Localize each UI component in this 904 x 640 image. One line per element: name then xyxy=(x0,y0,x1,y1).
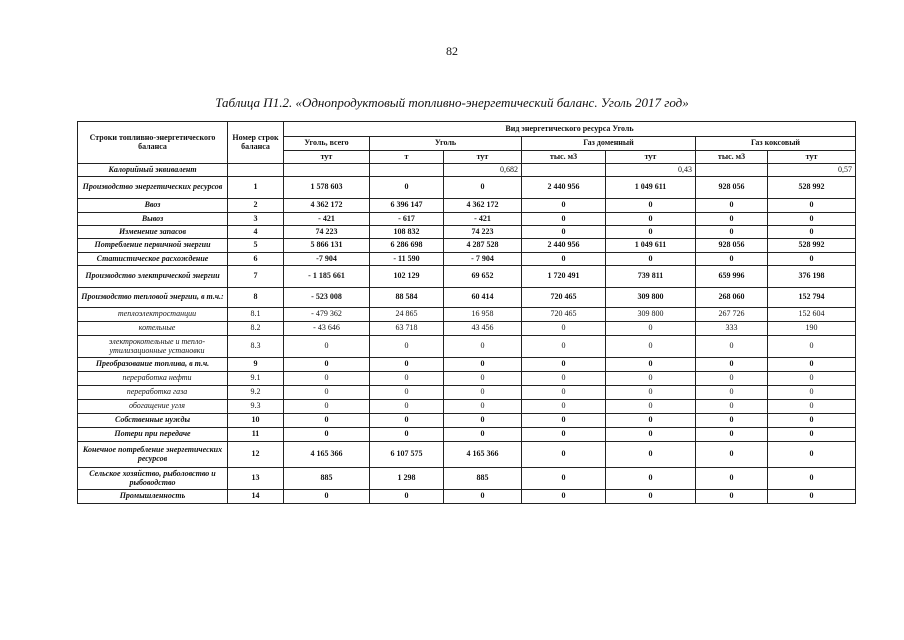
unit-header: тут xyxy=(284,151,370,164)
table-cell: 0 xyxy=(444,414,522,428)
row-number: 8.1 xyxy=(228,308,284,322)
table-cell: 0 xyxy=(370,490,444,504)
table-cell: 0 xyxy=(284,414,370,428)
table-cell: 1 049 611 xyxy=(606,239,696,253)
table-row xyxy=(78,177,856,199)
table-row xyxy=(78,386,856,400)
table-cell: 0 xyxy=(606,442,696,468)
table-cell: 0 xyxy=(284,428,370,442)
table-cell: 0 xyxy=(768,372,856,386)
table-cell xyxy=(370,164,444,177)
table-cell: - 421 xyxy=(284,213,370,226)
table-cell: 0 xyxy=(522,414,606,428)
table-cell: 4 165 366 xyxy=(444,442,522,468)
table-cell: 2 440 956 xyxy=(522,239,606,253)
table-cell: 0 xyxy=(606,199,696,213)
table-cell: 190 xyxy=(768,322,856,336)
table-cell: 74 223 xyxy=(444,226,522,239)
table-row xyxy=(78,322,856,336)
table-cell: 0 xyxy=(444,177,522,199)
table-row xyxy=(78,490,856,504)
table-cell: 0 xyxy=(522,490,606,504)
table-cell: 0 xyxy=(696,372,768,386)
row-label: обогащение угля xyxy=(78,400,228,414)
table-cell: - 479 362 xyxy=(284,308,370,322)
table-cell: 0 xyxy=(606,213,696,226)
table-cell: 0 xyxy=(370,386,444,400)
row-number: 9 xyxy=(228,358,284,372)
table-cell: 2 440 956 xyxy=(522,177,606,199)
row-label: Ввоз xyxy=(78,199,228,213)
table-cell: 0,57 xyxy=(768,164,856,177)
table-row xyxy=(78,442,856,468)
table-cell: 0 xyxy=(522,386,606,400)
table-cell xyxy=(696,164,768,177)
table-cell: 0 xyxy=(768,428,856,442)
table-row xyxy=(78,226,856,239)
table-cell: 88 584 xyxy=(370,288,444,308)
table-cell xyxy=(522,164,606,177)
table-cell: 720 465 xyxy=(522,308,606,322)
table-cell: 0 xyxy=(444,428,522,442)
table-cell: 0 xyxy=(370,414,444,428)
row-number: 8.3 xyxy=(228,336,284,358)
table-row xyxy=(78,428,856,442)
table-row xyxy=(78,414,856,428)
table-cell: 0 xyxy=(284,386,370,400)
table-cell: 60 414 xyxy=(444,288,522,308)
table-cell: 152 604 xyxy=(768,308,856,322)
table-cell: 0 xyxy=(768,386,856,400)
table-cell: 0 xyxy=(768,253,856,266)
table-cell: 0 xyxy=(522,213,606,226)
table-cell: 0 xyxy=(444,490,522,504)
table-cell: 0 xyxy=(768,490,856,504)
table-cell: 0 xyxy=(768,336,856,358)
table-row xyxy=(78,372,856,386)
table-cell: 0 xyxy=(768,358,856,372)
table-cell: - 523 008 xyxy=(284,288,370,308)
table-cell: 0 xyxy=(606,386,696,400)
table-cell: 43 456 xyxy=(444,322,522,336)
table-cell: 1 578 603 xyxy=(284,177,370,199)
row-number: 8.2 xyxy=(228,322,284,336)
table-cell: 0 xyxy=(444,386,522,400)
unit-header: т xyxy=(370,151,444,164)
row-label: Производство энергетических ресурсов xyxy=(78,177,228,199)
table-cell: 4 287 528 xyxy=(444,239,522,253)
row-number: 9.2 xyxy=(228,386,284,400)
table-cell: 4 165 366 xyxy=(284,442,370,468)
table-cell: 0 xyxy=(696,442,768,468)
table-cell: 0 xyxy=(370,428,444,442)
table-cell: 885 xyxy=(284,468,370,490)
row-label: Промышленность xyxy=(78,490,228,504)
page-number: 82 xyxy=(446,44,458,58)
table-cell: 0 xyxy=(606,372,696,386)
table-row xyxy=(78,266,856,288)
table-cell: 0 xyxy=(606,322,696,336)
table-cell: 0 xyxy=(284,336,370,358)
table-cell: - 1 185 661 xyxy=(284,266,370,288)
table-cell: 0 xyxy=(768,414,856,428)
table-cell: 0 xyxy=(370,336,444,358)
table-cell: 0 xyxy=(522,336,606,358)
header-row-label: Строки топливно-энергетического баланса xyxy=(78,122,228,164)
table-cell: 0 xyxy=(284,490,370,504)
table-cell: 928 056 xyxy=(696,177,768,199)
table-cell: 528 992 xyxy=(768,177,856,199)
table-cell: 0 xyxy=(606,468,696,490)
table-cell: 0 xyxy=(444,358,522,372)
table-cell: 0 xyxy=(284,400,370,414)
table-cell: 309 800 xyxy=(606,308,696,322)
row-label: Вывоз xyxy=(78,213,228,226)
table-cell: 267 726 xyxy=(696,308,768,322)
table-cell: 0 xyxy=(606,226,696,239)
table-cell: 0 xyxy=(696,386,768,400)
table-row xyxy=(78,213,856,226)
table-cell: 0 xyxy=(768,226,856,239)
row-number: 11 xyxy=(228,428,284,442)
unit-header: тыс. м3 xyxy=(696,151,768,164)
table-cell: 0 xyxy=(606,336,696,358)
row-number: 2 xyxy=(228,199,284,213)
table-cell: 309 800 xyxy=(606,288,696,308)
header-coke-gas: Газ коксовый xyxy=(696,137,856,151)
row-label: котельные xyxy=(78,322,228,336)
row-label: Конечное потребление энергетических ресурсов xyxy=(78,442,228,468)
row-number: 3 xyxy=(228,213,284,226)
table-cell: 0 xyxy=(696,213,768,226)
table-cell: 0 xyxy=(522,322,606,336)
header-resource-type: Вид энергетического ресурса Уголь xyxy=(284,122,856,137)
row-label: Преобразование топлива, в т.ч. xyxy=(78,358,228,372)
table-row xyxy=(78,468,856,490)
table-cell: 6 286 698 xyxy=(370,239,444,253)
table-cell: 24 865 xyxy=(370,308,444,322)
table-cell: 5 866 131 xyxy=(284,239,370,253)
table-cell: 0 xyxy=(768,468,856,490)
table-cell: 6 107 575 xyxy=(370,442,444,468)
row-number: 14 xyxy=(228,490,284,504)
table-cell: 885 xyxy=(444,468,522,490)
table-cell: 16 958 xyxy=(444,308,522,322)
table-cell: - 11 590 xyxy=(370,253,444,266)
table-cell: 0 xyxy=(606,358,696,372)
table-cell: 528 992 xyxy=(768,239,856,253)
table-cell xyxy=(284,164,370,177)
unit-header: тут xyxy=(606,151,696,164)
table-cell: 0 xyxy=(768,442,856,468)
energy-balance-table xyxy=(77,121,856,504)
table-cell: 0 xyxy=(522,358,606,372)
calorific-row xyxy=(78,164,856,177)
table-cell: 720 465 xyxy=(522,288,606,308)
table-row xyxy=(78,400,856,414)
table-cell: 0 xyxy=(444,372,522,386)
row-number: 9.1 xyxy=(228,372,284,386)
table-cell: 1 298 xyxy=(370,468,444,490)
table-cell: 0 xyxy=(370,177,444,199)
table-cell: 0 xyxy=(370,358,444,372)
table-cell: 4 362 172 xyxy=(444,199,522,213)
table-cell: 0 xyxy=(606,253,696,266)
unit-header: тут xyxy=(768,151,856,164)
table-cell: 0 xyxy=(696,358,768,372)
row-label: переработка газа xyxy=(78,386,228,400)
row-label: Калорийный эквивалент xyxy=(78,164,228,177)
table-cell: 4 362 172 xyxy=(284,199,370,213)
table-cell: 0 xyxy=(768,400,856,414)
table-cell: 0 xyxy=(606,490,696,504)
table-cell: 0,43 xyxy=(606,164,696,177)
table-cell: 376 198 xyxy=(768,266,856,288)
table-cell: - 43 646 xyxy=(284,322,370,336)
table-cell: 739 811 xyxy=(606,266,696,288)
table-row xyxy=(78,239,856,253)
row-number: 13 xyxy=(228,468,284,490)
row-label: Статистическое расхождение xyxy=(78,253,228,266)
header-coal: Уголь xyxy=(370,137,522,151)
table-cell: 0 xyxy=(522,400,606,414)
table-cell: - 617 xyxy=(370,213,444,226)
table-cell: 268 060 xyxy=(696,288,768,308)
table-cell: 0 xyxy=(522,468,606,490)
table-cell: 0 xyxy=(522,253,606,266)
row-number: 12 xyxy=(228,442,284,468)
table-cell: 0 xyxy=(370,372,444,386)
row-label: Производство электрической энергии xyxy=(78,266,228,288)
table-row xyxy=(78,288,856,308)
table-cell: 0 xyxy=(522,442,606,468)
row-number: 6 xyxy=(228,253,284,266)
table-row xyxy=(78,336,856,358)
table-cell: 333 xyxy=(696,322,768,336)
table-cell: 1 720 491 xyxy=(522,266,606,288)
header-coal-total: Уголь, всего xyxy=(284,137,370,151)
row-number xyxy=(228,164,284,177)
table-cell: 102 129 xyxy=(370,266,444,288)
table-row xyxy=(78,308,856,322)
table-cell: 0 xyxy=(522,199,606,213)
table-cell: 0 xyxy=(606,414,696,428)
row-label: электрокотельные и тепло-утилизационные установки xyxy=(78,336,228,358)
table-cell: 0,682 xyxy=(444,164,522,177)
table-row xyxy=(78,199,856,213)
table-cell: 0 xyxy=(696,428,768,442)
table-cell: -7 904 xyxy=(284,253,370,266)
table-cell: 0 xyxy=(522,428,606,442)
table-cell: 0 xyxy=(606,400,696,414)
table-cell: 0 xyxy=(696,468,768,490)
table-cell: 152 794 xyxy=(768,288,856,308)
row-number: 8 xyxy=(228,288,284,308)
table-cell: - 7 904 xyxy=(444,253,522,266)
row-label: Изменение запасов xyxy=(78,226,228,239)
row-label: Собственные нужды xyxy=(78,414,228,428)
table-cell: 63 718 xyxy=(370,322,444,336)
row-number: 5 xyxy=(228,239,284,253)
row-label: Производство тепловой энергии, в т.ч.: xyxy=(78,288,228,308)
table-cell: 0 xyxy=(444,336,522,358)
table-cell: - 421 xyxy=(444,213,522,226)
row-number: 4 xyxy=(228,226,284,239)
table-cell: 0 xyxy=(370,400,444,414)
table-cell: 0 xyxy=(284,372,370,386)
table-cell: 0 xyxy=(696,336,768,358)
table-row xyxy=(78,253,856,266)
row-label: теплоэлектростанции xyxy=(78,308,228,322)
table-cell: 0 xyxy=(696,226,768,239)
row-number: 10 xyxy=(228,414,284,428)
row-label: переработка нефти xyxy=(78,372,228,386)
unit-header: тыс. м3 xyxy=(522,151,606,164)
table-cell: 0 xyxy=(696,199,768,213)
table-cell: 1 049 611 xyxy=(606,177,696,199)
table-cell: 69 652 xyxy=(444,266,522,288)
row-label: Потребление первичной энергии xyxy=(78,239,228,253)
table-cell: 659 996 xyxy=(696,266,768,288)
table-cell: 108 832 xyxy=(370,226,444,239)
row-label: Потери при передаче xyxy=(78,428,228,442)
table-cell: 0 xyxy=(606,428,696,442)
table-cell: 0 xyxy=(284,358,370,372)
table-cell: 74 223 xyxy=(284,226,370,239)
table-cell: 0 xyxy=(696,400,768,414)
row-number: 7 xyxy=(228,266,284,288)
row-label: Сельское хозяйство, рыболовство и рыбоводство xyxy=(78,468,228,490)
table-cell: 6 396 147 xyxy=(370,199,444,213)
table-cell: 0 xyxy=(768,199,856,213)
table-cell: 0 xyxy=(696,490,768,504)
row-number: 9.3 xyxy=(228,400,284,414)
row-number: 1 xyxy=(228,177,284,199)
table-cell: 0 xyxy=(768,213,856,226)
table-cell: 0 xyxy=(444,400,522,414)
table-row xyxy=(78,358,856,372)
table-cell: 928 056 xyxy=(696,239,768,253)
header-blast-gas: Газ доменный xyxy=(522,137,696,151)
table-title: Таблица П1.2. «Однопродуктовый топливно-энергетический баланс. Уголь 2017 год» xyxy=(215,95,689,110)
table-cell: 0 xyxy=(696,253,768,266)
table-cell: 0 xyxy=(522,372,606,386)
table-cell: 0 xyxy=(522,226,606,239)
unit-header: тут xyxy=(444,151,522,164)
table-cell: 0 xyxy=(696,414,768,428)
header-row-number: Номер строк баланса xyxy=(228,122,284,164)
